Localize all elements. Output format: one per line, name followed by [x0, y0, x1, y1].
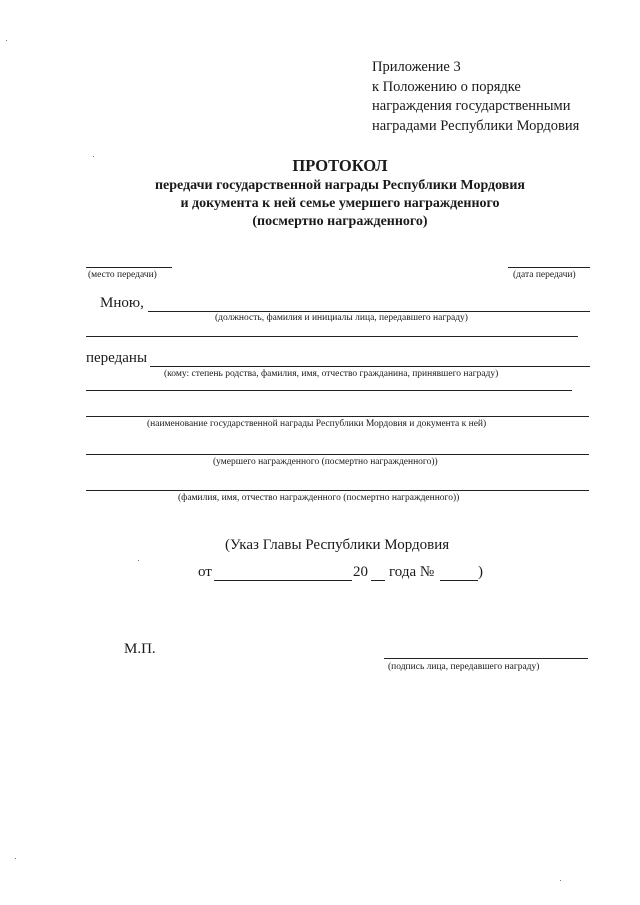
scan-speck: [6, 40, 7, 41]
scan-speck: [138, 560, 139, 561]
award-caption: (наименование государственной награды Республики Мордовия и документа к ней): [147, 419, 487, 429]
annex-line-3: награждения государственными: [372, 98, 571, 114]
title-line-1: передачи государственной награды Республики Мордовия: [154, 178, 525, 193]
annex-line-4: наградами Республики Мордовия: [372, 117, 580, 134]
decree-year-field[interactable]: [371, 580, 385, 581]
annex-block: [372, 58, 579, 136]
given-field[interactable]: [150, 366, 590, 367]
place-field[interactable]: [86, 267, 172, 268]
place-caption: (место передачи): [88, 270, 157, 280]
fio-caption: (фамилия, имя, отчество награжденного (посмертно награжденного)): [178, 493, 460, 503]
decree-year-prefix: 20: [353, 564, 368, 580]
title-line-2: и документа к ней семье умершего награжденного: [180, 196, 500, 211]
signature-field[interactable]: [384, 658, 588, 659]
decree-number-label: года №: [389, 564, 435, 580]
annex-line-2: к Положению о порядке: [372, 78, 521, 95]
scan-speck: [15, 858, 16, 859]
decree-date-field[interactable]: [214, 580, 352, 581]
title-line-3: (посмертно награжденного): [252, 214, 428, 229]
given-field-2[interactable]: [86, 390, 572, 391]
given-label: переданы: [86, 350, 148, 366]
decree-from-label: от: [198, 564, 212, 580]
decree-close: ): [478, 564, 483, 580]
annex-line-1: Приложение 3: [372, 59, 461, 75]
deceased-caption: (умершего награжденного (посмертно награжденного)): [213, 457, 438, 467]
given-caption: (кому: степень родства, фамилия, имя, отчество гражданина, принявшего награду): [164, 369, 499, 379]
by-me-field[interactable]: [148, 311, 590, 312]
stamp-label: М.П.: [124, 641, 156, 657]
scan-speck: [93, 156, 94, 157]
document-title: ПРОТОКОЛ: [292, 156, 388, 175]
by-me-field-2[interactable]: [86, 336, 578, 337]
scan-speck: [560, 880, 561, 881]
decree-number-field[interactable]: [440, 580, 478, 581]
date-caption: (дата передачи): [513, 270, 576, 280]
by-me-caption: (должность, фамилия и инициалы лица, передавшего награду): [215, 313, 468, 323]
title-block: [0, 177, 640, 231]
date-field[interactable]: [508, 267, 590, 268]
signature-caption: (подпись лица, передавшего награду): [388, 662, 540, 672]
by-me-label: Мною,: [100, 295, 144, 311]
award-field[interactable]: [86, 416, 589, 417]
deceased-field[interactable]: [86, 454, 589, 455]
decree-line-1: (Указ Главы Республики Мордовия: [225, 537, 450, 553]
fio-field[interactable]: [86, 490, 589, 491]
